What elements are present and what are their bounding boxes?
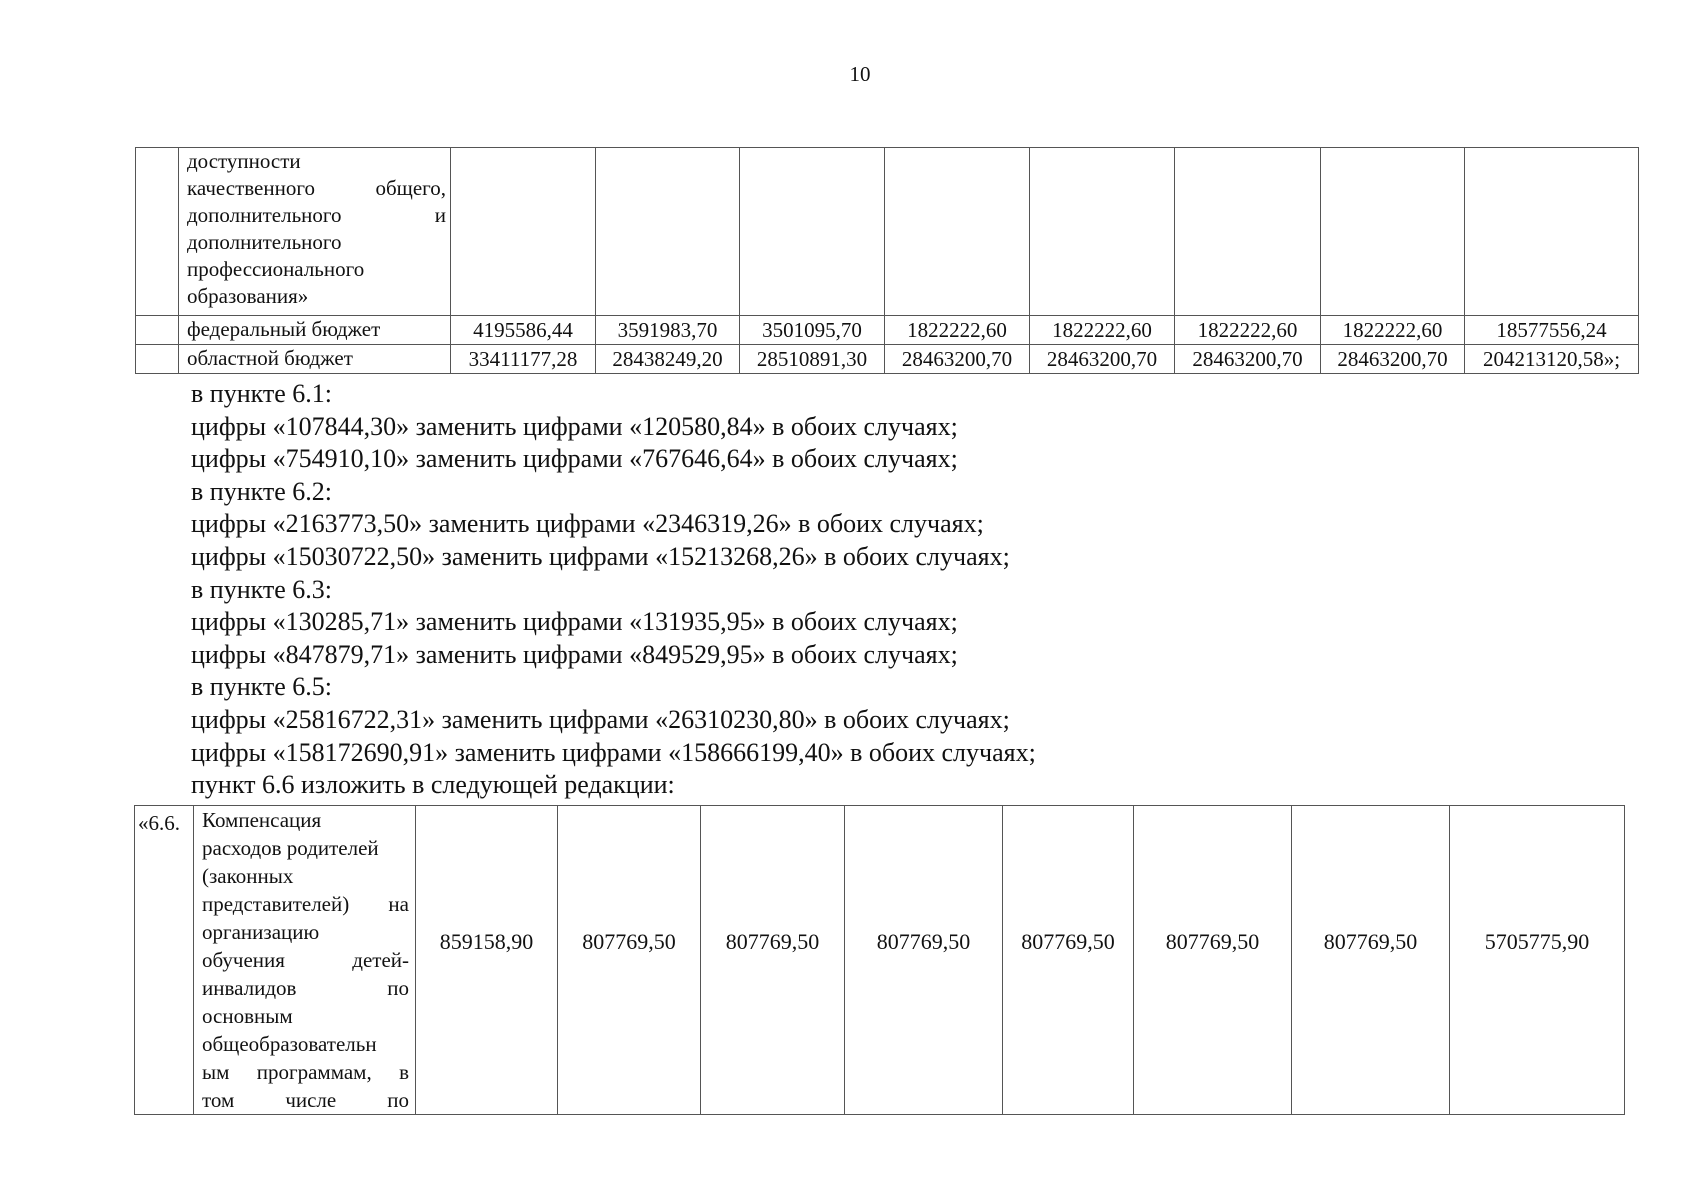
paragraph: цифры «107844,30» заменить цифрами «120580,84» в обоих случаях; bbox=[191, 411, 958, 441]
paragraph: цифры «754910,10» заменить цифрами «767646,64» в обоих случаях; bbox=[191, 444, 958, 474]
description-line: дополнительного bbox=[187, 230, 342, 254]
value-cell: 807769,50 bbox=[1292, 806, 1450, 1115]
value-cell: 3501095,70 bbox=[740, 316, 885, 345]
value-cell: 807769,50 bbox=[701, 806, 845, 1115]
value-cell: 3591983,70 bbox=[596, 316, 740, 345]
description-line: профессионального bbox=[187, 257, 365, 281]
description-line: (законных bbox=[202, 864, 294, 888]
paragraph: в пункте 6.3: bbox=[191, 574, 333, 604]
budget-label: федеральный бюджет bbox=[179, 316, 451, 345]
program-description-cell bbox=[179, 148, 451, 316]
paragraph: в пункте 6.2: bbox=[191, 476, 333, 506]
value-cell: 28463200,70 bbox=[1030, 345, 1175, 374]
value-cell: 18577556,24 bbox=[1465, 316, 1639, 345]
value-cell bbox=[740, 148, 885, 316]
table-row bbox=[136, 148, 1639, 316]
value-cell bbox=[1175, 148, 1321, 316]
value-cell: 807769,50 bbox=[1134, 806, 1292, 1115]
description-line: Компенсация bbox=[202, 808, 322, 832]
value-cell: 807769,50 bbox=[1003, 806, 1134, 1115]
value-cell: 5705775,90 bbox=[1450, 806, 1625, 1115]
paragraph: в пункте 6.5: bbox=[191, 672, 333, 702]
table-row bbox=[136, 345, 1639, 374]
row-number-cell bbox=[136, 148, 179, 316]
paragraph: цифры «15030722,50» заменить цифрами «15213268,26» в обоих случаях; bbox=[191, 541, 1010, 571]
paragraph: цифры «2163773,50» заменить цифрами «2346319,26» в обоих случаях; bbox=[191, 509, 984, 539]
row-number-cell bbox=[136, 316, 179, 345]
table-row bbox=[135, 806, 1625, 1115]
description-line: общеобразовательн bbox=[202, 1032, 377, 1056]
item-description-cell bbox=[194, 806, 416, 1115]
value-cell: 1822222,60 bbox=[1175, 316, 1321, 345]
value-cell: 807769,50 bbox=[845, 806, 1003, 1115]
paragraph: цифры «25816722,31» заменить цифрами «26310230,80» в обоих случаях; bbox=[191, 704, 1010, 734]
value-cell bbox=[451, 148, 596, 316]
description-line: расходов родителей bbox=[202, 836, 379, 860]
row-number-cell bbox=[136, 345, 179, 374]
budget-label: областной бюджет bbox=[179, 345, 451, 374]
description-line: представителей) на bbox=[202, 892, 409, 916]
description-line: инвалидов по bbox=[202, 976, 409, 1000]
value-cell: 4195586,44 bbox=[451, 316, 596, 345]
value-cell: 33411177,28 bbox=[451, 345, 596, 374]
description-line: доступности bbox=[187, 149, 301, 173]
description-line: образования» bbox=[187, 284, 309, 308]
description-line: дополнительного и bbox=[187, 203, 446, 227]
description-line: том числе по bbox=[202, 1088, 409, 1112]
item-6-6-table bbox=[134, 805, 1625, 1115]
value-cell: 28463200,70 bbox=[1175, 345, 1321, 374]
description-line: качественного общего, bbox=[187, 176, 446, 200]
value-cell bbox=[1321, 148, 1465, 316]
description-line: обучения детей- bbox=[202, 948, 409, 972]
value-cell bbox=[885, 148, 1030, 316]
page-number: 10 bbox=[849, 62, 871, 86]
value-cell: 807769,50 bbox=[558, 806, 701, 1115]
table-row bbox=[136, 316, 1639, 345]
value-cell: 1822222,60 bbox=[885, 316, 1030, 345]
value-cell: 1822222,60 bbox=[1321, 316, 1465, 345]
description-line: основным bbox=[202, 1004, 293, 1028]
paragraph: в пункте 6.1: bbox=[191, 379, 333, 408]
value-cell: 28510891,30 bbox=[740, 345, 885, 374]
value-cell bbox=[1030, 148, 1175, 316]
paragraph: цифры «158172690,91» заменить цифрами «158666199,40» в обоих случаях; bbox=[191, 737, 1036, 767]
value-cell bbox=[596, 148, 740, 316]
value-cell: 204213120,58»; bbox=[1465, 345, 1639, 374]
paragraph: цифры «847879,71» заменить цифрами «849529,95» в обоих случаях; bbox=[191, 639, 958, 669]
description-line: организацию bbox=[202, 920, 320, 944]
amendment-text bbox=[191, 378, 1036, 802]
description-line: ым программам, в bbox=[202, 1060, 409, 1084]
value-cell: 28438249,20 bbox=[596, 345, 740, 374]
value-cell bbox=[1465, 148, 1639, 316]
paragraph: цифры «130285,71» заменить цифрами «131935,95» в обоих случаях; bbox=[191, 607, 958, 637]
value-cell: 1822222,60 bbox=[1030, 316, 1175, 345]
value-cell: 28463200,70 bbox=[885, 345, 1030, 374]
value-cell: 859158,90 bbox=[416, 806, 558, 1115]
value-cell: 28463200,70 bbox=[1321, 345, 1465, 374]
paragraph: пункт 6.6 изложить в следующей редакции: bbox=[191, 770, 675, 800]
item-number: «6.6. bbox=[135, 806, 194, 1115]
funding-table-continued bbox=[135, 147, 1639, 374]
